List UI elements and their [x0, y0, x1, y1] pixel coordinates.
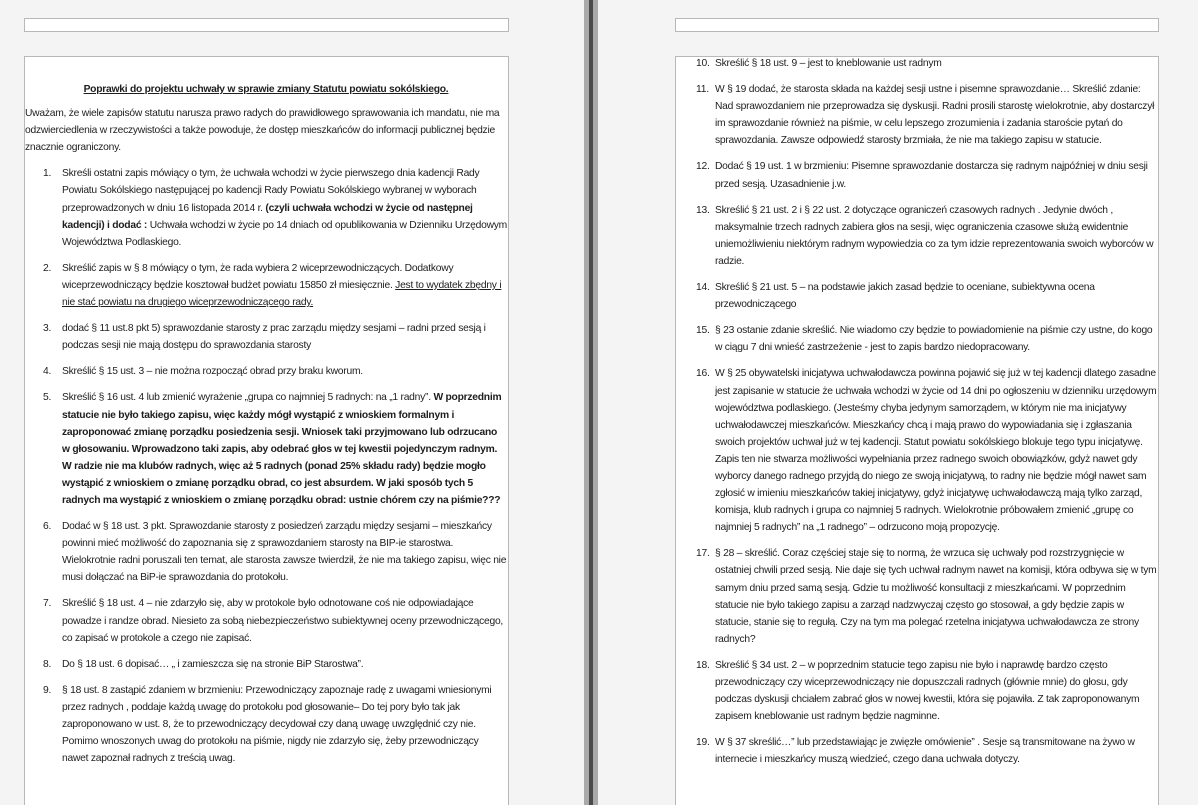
amendment-item [25, 389, 507, 509]
left-page-content [25, 81, 507, 776]
amendment-number: 6. [43, 521, 52, 533]
amendments-list-right [691, 55, 1161, 768]
amendment-text: § 18 ust. 8 zastąpić zdaniem w brzmieniu: Przewodniczący zapoznaje radę z uwagami wniesionymi przez radnych , poddaje każdą uwagę do protokołu pod głosowanie– Do tej pory było tak jak zaproponowano w ust. 8, że to przewodniczący decydował czy daną uwagę uwzględnić czy nie. Pomimo wnoszonych uwag do protokołu na piśmie, nigdy nie zdarzyło się, żeby przewodniczący nawet zapoznał radnych z treścią uwag. [62, 684, 492, 765]
amendment-text: Skreślić § 21 ust. 5 – na podstawie jakich zasad będzie to oceniane, subiektywna ocena przewodniczącego [715, 282, 1095, 311]
amendment-number: 10. [696, 58, 710, 69]
amendment-number: 14. [696, 282, 710, 294]
amendment-text: Dodać § 19 ust. 1 w brzmieniu: Pisemne sprawozdanie dostarcza się radnym najpóźniej w dniu sesji przed sesją. Uzasadnienie j.w. [715, 161, 1148, 190]
amendment-text: W § 19 dodać, że starosta składa na każdej sesji ustne i pisemne sprawozdanie… Skreślić zdanie: Nad sprawozdaniem nie przeprowadza się dyskusji. Radni prosili starostę wielokrotnie, aby dostarczył im sprawozdanie również na piśmie, w celu lepszego zrozumienia i zadania staroście pytań do sprawozdania. Zawsze odpowiedź starosty brzmiała, że nie ma takiego zapisu w statucie. [715, 84, 1155, 147]
amendment-text: Skreślić § 18 ust. 9 – jest to kneblowanie ust radnym [715, 58, 942, 69]
left-page-header-area [24, 18, 509, 32]
page-divider-line [589, 0, 593, 805]
amendment-item [691, 55, 1161, 72]
amendment-text: Skreślić § 21 ust. 2 i § 22 ust. 2 dotyczące ograniczeń czasowych radnych . Jedynie dwóch , maksymalnie trzech radnych zabiera głos na sesji, więc ograniczenia czasowe służą ewidentnie uniemożliwieniu niektórym radnym wypowiedzia co za tym idzie reprezentowania swoich wyborców w radzie. [715, 204, 1154, 267]
amendment-number: 17. [696, 548, 710, 560]
amendment-number: 18. [696, 659, 710, 671]
amendment-item [25, 595, 507, 646]
amendment-text: Dodać w § 18 ust. 3 pkt. Sprawozdanie starosty z posiedzeń zarządu między sesjami – mieszkańcy powinni mieć możliwość do zapoznania się z sprawozdaniem starosty na BIP-ie starostwa. Wielokrotnie radni poruszali ten temat, ale starosta zawsze twierdził, że nie ma takiego zapisu, więc nie musi dołączać na BiP-ie sprawozdania do protokołu. [62, 521, 507, 584]
document-intro: Uważam, że wiele zapisów statutu narusza prawo radych do prawidłowego sprawowania ich mandatu, nie ma odzwierciedlenia w rzeczywistości a także powoduje, że dostęp mieszkańców do informacji publicznej będzie znacznie ograniczony. [25, 108, 500, 154]
amendment-number: 1. [43, 168, 52, 180]
amendment-item [691, 365, 1161, 536]
amendment-item [691, 545, 1161, 648]
amendment-text: Uchwała wchodzi w życie po 14 dniach od opublikowania w Dzienniku Urzędowym Województwa Podlaskiego. [62, 219, 507, 248]
amendment-item [691, 81, 1161, 149]
amendment-number: 3. [43, 323, 52, 335]
amendment-item [25, 165, 507, 250]
amendment-text: § 23 ostanie zdanie skreślić. Nie wiadomo czy będzie to powiadomienie na piśmie czy ustne, do kogo w ciągu 7 dni wnieść zastrzeżenie - jest to zapis bardzo niedopracowany. [715, 325, 1153, 354]
amendment-number: 12. [696, 161, 710, 173]
amendment-text: Skreślić § 34 ust. 2 – w poprzednim statucie tego zapisu nie było i naprawdę bardzo często przewodniczący czy wiceprzewodniczący nie dopuszczali radnych (głównie mnie) do głosu, gdy podczas dyskusji chciałem zabrać głos w nowej kwestii, która się pojawiła. Z tak zaproponowanym zapisem kneblowanie ust radnym będzie nagminne. [715, 659, 1140, 723]
amendment-item [25, 518, 507, 586]
amendment-number: 11. [696, 84, 709, 96]
amendment-item [691, 322, 1161, 356]
amendment-number: 19. [696, 737, 710, 749]
amendment-text: W poprzednim statucie nie było takiego zapisu, więc każdy mógł wystąpić z wnioskiem formalnym i zaproponować zmianę porządku posiedzenia sesji. Wniosek taki przyjmowano lub odrzucano w głosowaniu. Wprowadzono taki zapis, aby odebrać głos w tej kwestii pojedynczym radnym. W radzie nie ma klubów radnych, więc aż 5 radnych (ponad 25% składu rady) będzie mogło wystąpić z wnioskiem o zmianę porządku obrad, co jest absurdem. W jaki sposób tych 5 radnych ma wystąpić z wnioskiem o zmianę porządku obrad: ustnie chórem czy na piśmie??? [62, 392, 502, 506]
amendment-text: § 28 – skreślić. Coraz częściej staje się to normą, że wrzuca się uchwały pod rozstrzygnięcie w ostatniej chwili przed sesją. Nie daje się tych uchwał radnym nawet na komisji, która odbywa się w tym samym dniu przed samą sesją. Gdzie tu możliwość konsultacji z mieszkańcami. W poprzednim statucie nie było takiego zapisu a zarząd nadzwyczaj często go stosował, a gdy będzie zapis w statucie, stanie się to regułą. Czy na tym ma polegać rzetelna inicjatywa uchwałodawcza ze strony radnych? [715, 548, 1157, 645]
amendment-item [691, 657, 1161, 725]
document-title: Poprawki do projektu uchwały w sprawie zmiany Statutu powiatu sokólskiego. [83, 84, 449, 95]
amendment-text: Skreślić zapis w § 8 mówiący o tym, że rada wybiera 2 wiceprzewodniczących. Dodatkowy wiceprzewodniczący będzie kosztował budżet powiatu 15850 zł miesięcznie. [62, 262, 454, 291]
amendment-number: 9. [43, 684, 52, 696]
amendment-item [691, 202, 1161, 270]
amendment-text: Skreślić § 18 ust. 4 – nie zdarzyło się, aby w protokole było odnotowane coś nie odpowiadające powadze i randze obrad. Niesieto za sobą niebezpieczeństwo subiektywnej oceny przewodniczącego, co zapisać w protokole a czego nie zapisać. [62, 598, 504, 644]
amendment-item [25, 363, 507, 380]
amendment-text: dodać § 11 ust.8 pkt 5) sprawozdanie starosty z prac zarządu między sesjami – radni przed sesją i podczas sesji nie mają dostępu do sprawozdania starosty [62, 323, 486, 352]
amendment-number: 13. [696, 204, 710, 216]
amendment-text: Jest to wydatek zbędny i nie stać powiatu na drugiego wiceprzewodniczącego rady. [62, 279, 502, 309]
amendment-item [25, 320, 507, 354]
amendment-number: 7. [43, 598, 52, 610]
amendment-item [25, 260, 507, 311]
amendment-text: Skreślić § 15 ust. 3 – nie można rozpocząć obrad przy braku kworum. [62, 366, 363, 378]
amendment-text: W § 37 skreślić…” lub przedstawiając je zwięzłe omówienie” . Sesje są transmitowane na żywo w internecie i mieszkańcy muszą wiedzieć, czego dana uchwała dotyczy. [715, 737, 1135, 766]
amendment-number: 8. [43, 658, 52, 670]
amendment-text: Skreśli ostatni zapis mówiący o tym, że uchwała wchodzi w życie pierwszego dnia kadencji Rady Powiatu Sokólskiego następującej po kadencji Rady Powiatu Sokólskiego wybranej w wyborach przeprowadzonych w dniu 16 listopada 2014 r. [62, 168, 480, 214]
amendments-list-left [25, 165, 507, 767]
right-page-content [691, 55, 1161, 777]
amendment-text: Skreślić § 16 ust. 4 lub zmienić wyrażenie „grupa co najmniej 5 radnych: na „1 radny”. [62, 392, 434, 404]
amendment-item [691, 734, 1161, 768]
amendment-number: 5. [43, 392, 52, 404]
amendment-text: W § 25 obywatelski inicjatywa uchwałodawcza powinna pojawić się już w tej kadencji dlatego zasadne jest zapisanie w statucie że uchwała wchodzi w życie od 14 dni po ogłoszeniu w dzienniku urzędowym województwa podlaskiego. (Jesteśmy chyba jedynym samorządem, w którym nie ma inicjatywy uchwałodawczej mieszkańców. Mieszkańcy chcą i mają prawo do wypowiadania się i zgłaszania swoich projektów uchwał już w tej kadencji. Statut powiatu sokólskiego blokuje tego typu inicjatywę. Zapis ten nie stwarza możliwości wypełniania przez radnego swoich obowiązków, gdyż nawet gdy wyborcy danego radnego przyjdą do niego ze swoją inicjatywą, to radny nie będzie mógł nawet sam zgłosić w imieniu mieszkańców takiej inicjatywy, gdyż inicjatywę uchwałodawczą mają tylko zarząd, komisja, klub radnych i grupa co najmniej 5 radnych. Wielokrotnie próbowałem zmienić „grupę co najmniej 5 radnych” na „1 radnego” – odrzucono moją propozycję. [715, 368, 1157, 534]
left-page [24, 56, 509, 805]
amendment-item [691, 279, 1161, 313]
amendment-item [691, 158, 1161, 192]
amendment-text: Do § 18 ust. 6 dopisać… „ i zamieszcza się na stronie BiP Starostwa”. [62, 658, 364, 670]
amendment-number: 2. [43, 262, 52, 274]
amendment-item [25, 656, 507, 673]
amendment-number: 16. [696, 368, 710, 380]
right-page [675, 56, 1159, 805]
amendment-text: (czyli uchwała wchodzi w życie od następnej kadencji) i dodać : [62, 202, 473, 231]
amendment-number: 4. [43, 366, 52, 378]
right-page-header-area [675, 18, 1159, 32]
amendment-item [25, 682, 507, 767]
amendment-number: 15. [696, 325, 710, 337]
